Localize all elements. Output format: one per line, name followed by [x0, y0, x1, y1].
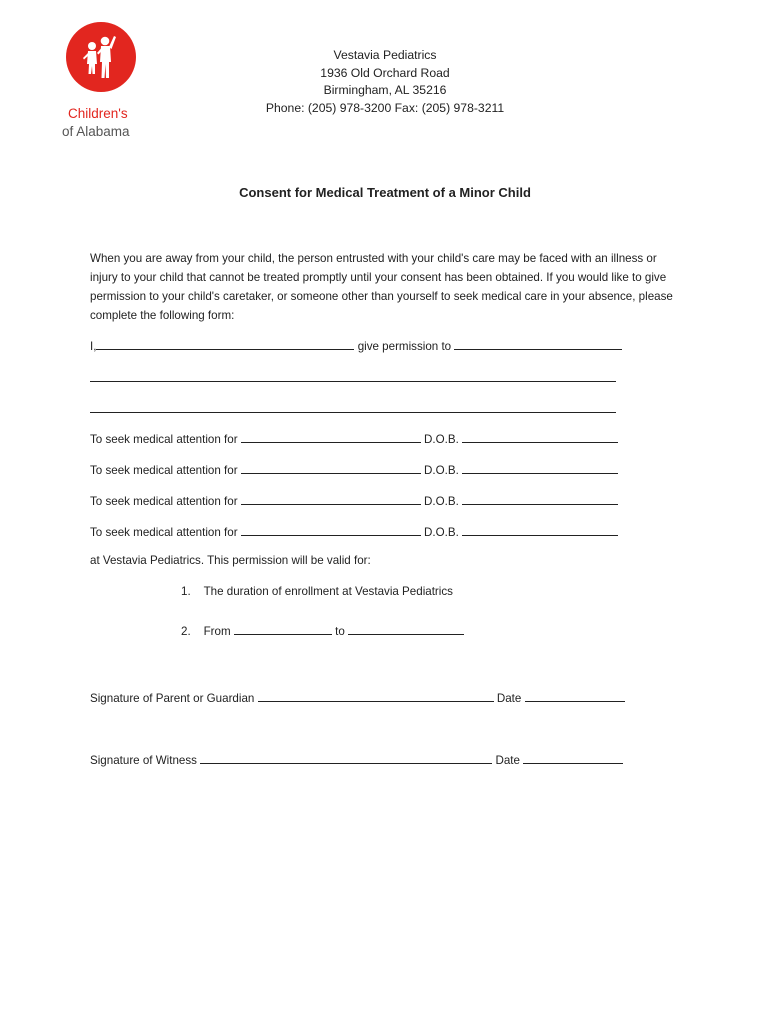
seek-line-1	[90, 430, 618, 446]
logo-line1: Children's	[68, 106, 128, 121]
witness-signature-label: Signature of Witness	[90, 754, 197, 767]
clinic-phone-fax: Phone: (205) 978-3200 Fax: (205) 978-3211	[265, 100, 505, 115]
dob-field[interactable]	[462, 430, 618, 443]
permission-middle-text: give permission to	[357, 340, 452, 353]
option-1[interactable]	[181, 585, 453, 598]
child-name-field[interactable]	[241, 523, 421, 536]
grantee-name-field[interactable]	[454, 337, 622, 350]
to-date-field[interactable]	[348, 622, 464, 635]
from-label: From	[203, 625, 231, 638]
seek-line-2	[90, 461, 618, 477]
parent-signature-label: Signature of Parent or Guardian	[90, 692, 255, 705]
from-date-field[interactable]	[234, 622, 332, 635]
parent-date-field[interactable]	[525, 689, 625, 702]
child-name-field[interactable]	[241, 461, 421, 474]
option-1-number: 1.	[181, 585, 191, 598]
permission-line	[90, 337, 622, 353]
parent-signature-line	[90, 689, 625, 705]
grantor-name-field[interactable]	[96, 337, 354, 350]
dob-field[interactable]	[462, 461, 618, 474]
clinic-name: Vestavia Pediatrics	[333, 48, 437, 62]
child-name-field[interactable]	[241, 430, 421, 443]
dob-label: D.O.B.	[424, 464, 459, 477]
witness-signature-field[interactable]	[200, 751, 492, 764]
child-name-field[interactable]	[241, 492, 421, 505]
dob-field[interactable]	[462, 492, 618, 505]
seek-label: To seek medical attention for	[90, 464, 238, 477]
dob-label: D.O.B.	[424, 433, 459, 446]
option-1-text: The duration of enrollment at Vestavia Pediatrics	[203, 585, 453, 598]
blank-line-field[interactable]	[90, 400, 616, 413]
blank-line-1[interactable]	[90, 369, 616, 385]
seek-label: To seek medical attention for	[90, 433, 238, 446]
children-silhouette-icon	[66, 22, 136, 92]
seek-line-4	[90, 523, 618, 539]
parent-signature-field[interactable]	[258, 689, 494, 702]
validity-text: at Vestavia Pediatrics. This permission will be valid for:	[90, 554, 371, 567]
blank-line-2[interactable]	[90, 400, 616, 416]
witness-signature-line	[90, 751, 623, 767]
witness-date-field[interactable]	[523, 751, 623, 764]
seek-line-3	[90, 492, 618, 508]
permission-prefix: I,	[90, 340, 97, 353]
blank-line-field[interactable]	[90, 369, 616, 382]
intro-paragraph: When you are away from your child, the person entrusted with your child's care may be faced with an illness or injury to your child that cannot be treated promptly until your consent has been obtained. If you would like to give permission to your child's caretaker, or someone other than yourself to seek medical care in your absence, please complete the following form:	[90, 252, 673, 322]
date-label: Date	[495, 754, 520, 767]
date-label: Date	[496, 692, 522, 705]
logo-line2: of Alabama	[62, 124, 130, 139]
dob-label: D.O.B.	[424, 495, 459, 508]
dob-field[interactable]	[462, 523, 618, 536]
to-label: to	[335, 625, 345, 638]
clinic-address2: Birmingham, AL 35216	[323, 83, 447, 97]
dob-label: D.O.B.	[424, 526, 459, 539]
seek-label: To seek medical attention for	[90, 526, 238, 539]
clinic-address1: 1936 Old Orchard Road	[320, 65, 450, 80]
seek-label: To seek medical attention for	[90, 495, 238, 508]
option-2[interactable]	[181, 622, 464, 638]
page-title: Consent for Medical Treatment of a Minor Child	[239, 185, 531, 200]
clinic-header	[200, 47, 570, 117]
option-2-number: 2.	[181, 625, 191, 638]
